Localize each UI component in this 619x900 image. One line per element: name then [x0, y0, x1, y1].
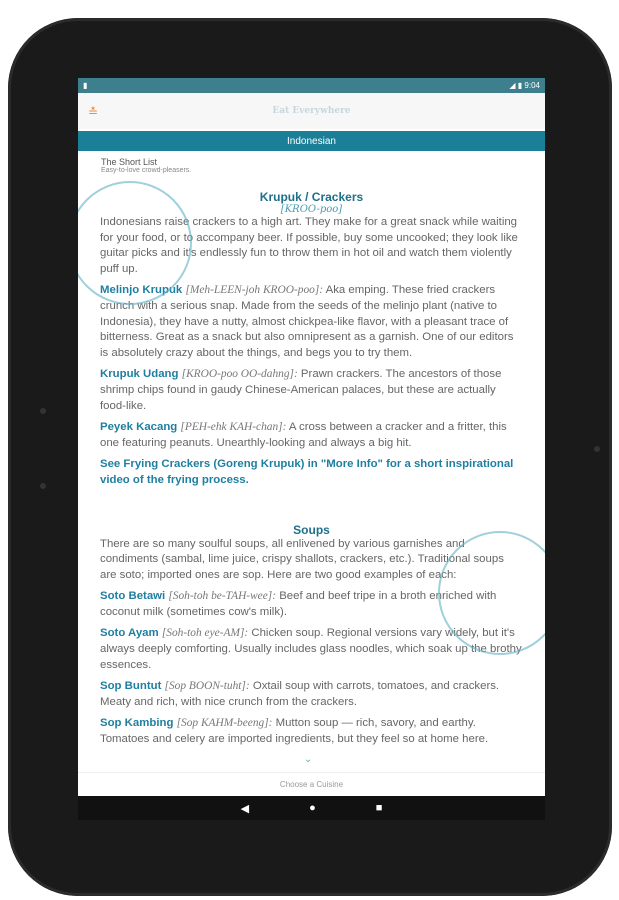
back-icon[interactable]: ◀ — [240, 802, 250, 815]
item-name: Sop Buntut — [100, 680, 162, 693]
item-text: Oxtail soup with carrots, tomatoes, and crackers. Meaty and rich, with nice crunch from the crackers. — [100, 680, 500, 708]
app-bar — [78, 93, 545, 129]
home-icon[interactable]: ● — [309, 802, 316, 814]
list-item — [100, 420, 523, 451]
item-pron: [KROO-poo OO-dahng]: — [181, 368, 298, 381]
section-intro: Indonesians raise crackers to a high art. They make for a great snack while waiting for your food, or to accompany beer. If possible, buy some uncooked; they look like guitar picks and it's endlessly fun to throw them in hot oil and watch them violently puff up. — [100, 216, 518, 275]
chevron-down-icon[interactable]: ⌄ — [304, 754, 313, 765]
notification-icon: ▮ — [83, 81, 88, 90]
item-pron: [PEH-ehk KAH-chan]: — [180, 421, 287, 434]
item-pron: [Meh-LEEN-joh KROO-poo]: — [185, 284, 324, 297]
list-item — [100, 716, 523, 747]
signal-icon: ◢ — [509, 81, 516, 90]
recents-icon[interactable]: ■ — [375, 802, 383, 814]
cuisine-header: Indonesian — [78, 131, 545, 151]
section-pronunciation: [KROO-poo] — [280, 204, 343, 215]
section-title: Soups — [293, 522, 330, 537]
more-info-link[interactable]: See Frying Crackers (Goreng Krupuk) in "More Info" for a short inspirational video of the frying process. — [100, 458, 514, 486]
item-name: Krupuk Udang — [100, 368, 179, 381]
item-pron: [Soh-toh be-TAH-wee]: — [168, 590, 277, 603]
item-text: A cross between a cracker and a fritter, this one featuring peanuts. Unearthly-looking and always a big hit. — [100, 421, 507, 449]
clock: 9:04 — [524, 81, 540, 90]
item-pron: [Soh-toh eye-AM]: — [161, 627, 249, 640]
list-item — [100, 367, 523, 414]
content-scroll[interactable] — [78, 151, 545, 771]
sensor — [40, 408, 46, 414]
item-pron: [Sop BOON-tuht]: — [164, 680, 250, 693]
item-text: Beef and beef tripe in a broth enriched with coconut milk (sometimes cow's milk). — [100, 590, 497, 618]
short-list — [101, 151, 523, 174]
sensor — [40, 483, 46, 489]
section-title: Krupuk / Crackers — [259, 190, 364, 204]
menu-icon[interactable]: ≛ — [88, 105, 99, 119]
item-text: Aka emping. These fried crackers crunch with a serious snap. Made from the seeds of the melinjo plant (native to Indonesia), they have a nutty, almost chickpea-like flavor, with a pleasant trace of bitterness. Great as a snack but also omnipresent as a garnish. One of our editors is absolutely crazy about the things, and begs you to try them. — [100, 284, 514, 359]
screen — [78, 78, 545, 820]
status-bar — [78, 78, 545, 93]
item-name: Melinjo Krupuk — [100, 284, 183, 297]
camera — [594, 446, 600, 452]
item-pron: [Sop KAHM-beeng]: — [176, 717, 273, 730]
short-list-subtitle: Easy-to-love crowd-pleasers. — [101, 167, 192, 174]
section-intro: There are so many soulful soups, all enlivened by various garnishes and condiments (sambal, lime juice, crispy shallots, crackers, etc.). Traditional soups are soto; imported ones are sop. Here are two good examples of each: — [100, 537, 504, 581]
item-text: Chicken soup. Regional versions vary widely, but it's always deeply comforting. Usually includes glass noodles, which soak up the brothy essences. — [100, 627, 522, 671]
item-name: Soto Betawi — [100, 590, 166, 603]
nav-bar — [78, 796, 545, 820]
battery-icon: ▮ — [517, 81, 523, 90]
item-text: Prawn crackers. The ancestors of those shrimp chips found in gaudy Chinese-American palaces, but these are actually food-like. — [100, 368, 502, 412]
app-title: Eat Everywhere — [272, 106, 351, 116]
choose-cuisine-button[interactable]: Choose a Cuisine — [78, 772, 545, 797]
short-list-title: The Short List — [101, 157, 158, 167]
item-text: Mutton soup — rich, savory, and earthy. Tomatoes and celery are imported ingredients, but they feel so at home here. — [100, 717, 489, 746]
list-item — [100, 679, 523, 710]
item-name: Soto Ayam — [100, 627, 159, 640]
item-name: Peyek Kacang — [100, 421, 178, 434]
item-name: Sop Kambing — [100, 717, 174, 730]
